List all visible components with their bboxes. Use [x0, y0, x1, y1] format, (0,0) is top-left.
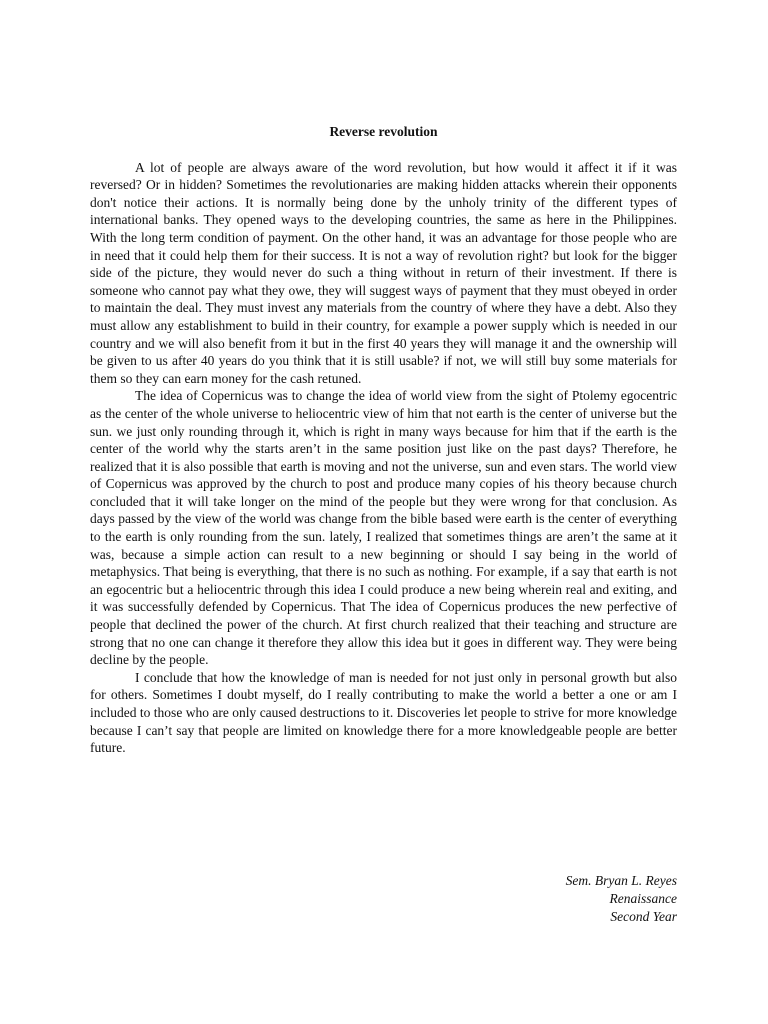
paragraph-2: The idea of Copernicus was to change the idea of world view from the sight of Ptolemy egocentric as the center of the whole universe to heliocentric view of him that not earth is the center of universe but the sun. we just only rounding through it, which is right in many ways because for him that if the earth is the center of the world why the starts aren’t in the same position just like on the past days? Therefore, he realized that it is also possible that earth is moving and not the universe, sun and even stars. The world view of Copernicus was approved by the church to post and produce many copies of his theory because church concluded that it will take longer on the mind of the people but they were wrong for that conclusion. As days passed by the view of the world was change from the bible based were earth is the center of everything to the earth is only rounding from the sun. lately, I realized that sometimes things are aren’t the same at it was, because a simple action can result to a new beginning or should I say being in the world of metaphysics. That being is everything, that there is no such as nothing. For example, if a say that earth is not an egocentric but a heliocentric through this idea I could produce a new being wherein real and exiting, and it was successfully defended by Copernicus. That The idea of Copernicus produces the new perfective of people that declined the power of the church. At first church realized that their teaching and structure are strong that no one can change it therefore they allow this idea but it goes in different way. They were being decline by the people. — [90, 388, 677, 668]
signature-name: Sem. Bryan L. Reyes — [565, 873, 677, 888]
document-title: Reverse revolution — [329, 124, 438, 139]
signature-group: Renaissance — [609, 890, 677, 906]
signature-year: Second Year — [610, 908, 677, 924]
paragraph-1: A lot of people are always aware of the word revolution, but how would it affect it if it was reversed? Or in hidden? Sometimes the revolutionaries are making hidden attacks wherein their opponents don't notice their actions. It is normally being done by the unholy trinity of the different types of international banks. They opened ways to the developing countries, the same as here in the Philippines. With the long term condition of payment. On the other hand, it was an advantage for those people who are in need that it could help them for their success. It is not a way of revolution right? but look for the bigger side of the picture, they would never do such a thing without in return of their investment. If there is someone who cannot pay what they owe, they will suggest ways of payment that they must obeyed in order to maintain the deal. They must invest any materials from the country of where they have a debt. Also they must allow any establishment to build in their country, for example a power supply which is needed in our country and we will also benefit from it but in the first 40 years they will manage it and the ownership will be given to us after 40 years do you think that it is still usable? if not, we will still buy some materials for them so they can earn money for the cash retuned. — [90, 159, 677, 386]
paragraph-3: I conclude that how the knowledge of man is needed for not just only in personal growth but also for others. Sometimes I doubt myself, do I really contributing to make the world a better a one or am I included to those who are only caused destructions to it. Discoveries let people to strive for more knowledge because I can’t say that people are limited on knowledge there for a more knowledgeable people are better future. — [90, 669, 677, 756]
document-page — [90, 123, 677, 757]
signature-block — [566, 872, 677, 925]
